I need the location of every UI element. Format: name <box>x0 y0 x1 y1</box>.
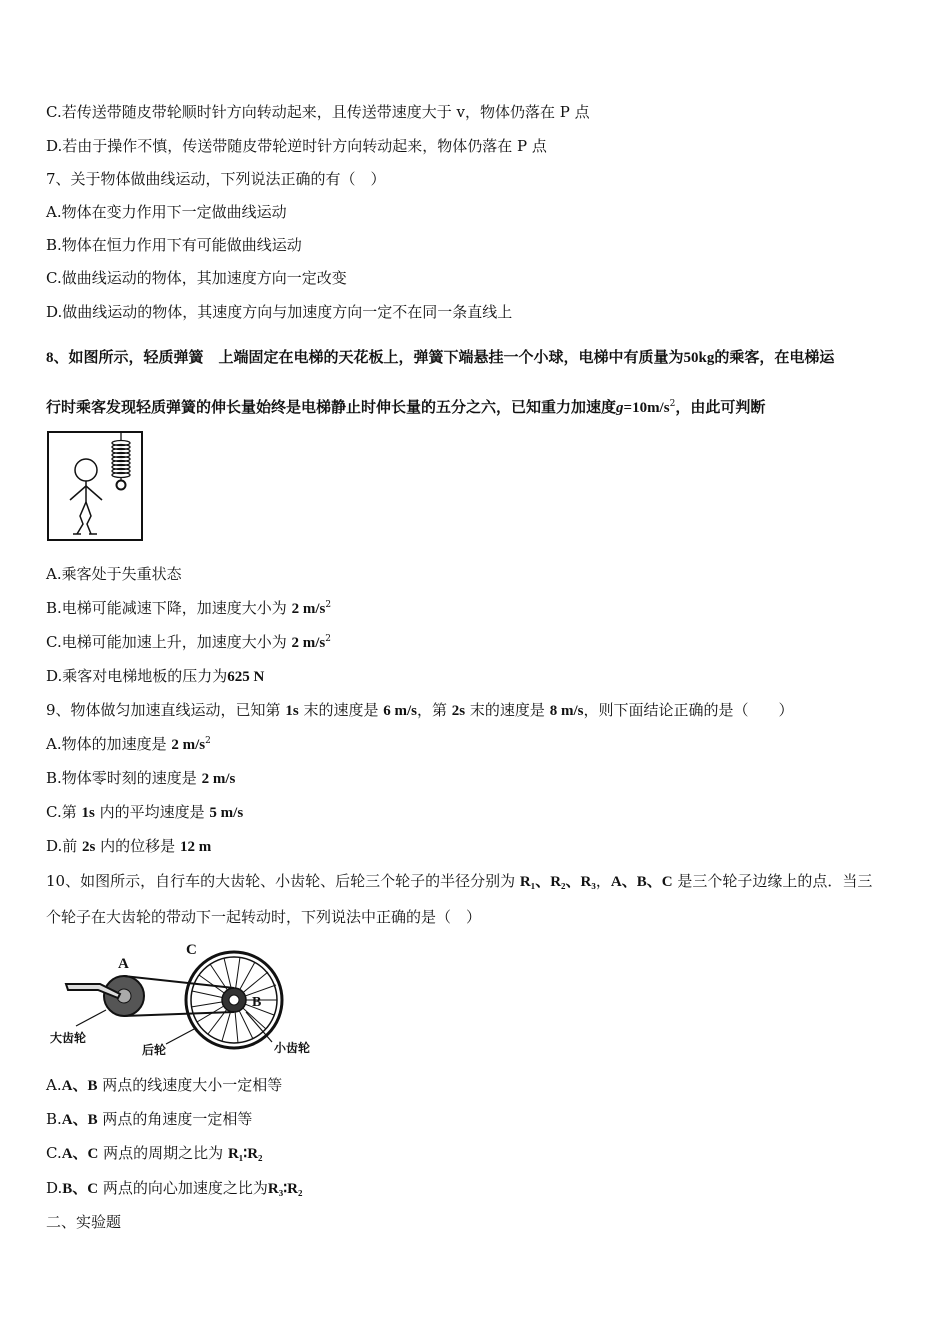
q10-option-a <box>46 1075 282 1096</box>
question-8-line-1 <box>46 347 834 368</box>
q8-mass: 50kg <box>683 350 715 366</box>
bicycle-gear-figure <box>46 938 336 1060</box>
option-c-prev: C.若传送带随皮带轮顺时针方向转动起来，且传送带速度大于 v，物体仍落在 P 点 <box>46 103 590 121</box>
q9-option-d <box>46 836 211 857</box>
q10b-prefix: B. <box>46 1110 62 1128</box>
q9-text: 末的速度是 <box>303 701 379 719</box>
q9-option-b <box>46 768 235 789</box>
q10a-points: A、B <box>61 1078 98 1094</box>
q10-points: A、B、C <box>610 874 673 890</box>
label-rear-wheel: 后轮 <box>142 1043 167 1057</box>
q7-option-b: B.物体在恒力作用下有可能做曲线运动 <box>46 236 302 254</box>
q10c-points: A、C <box>61 1146 99 1162</box>
q8-g-value: =10m/s <box>623 400 670 416</box>
q10c-text: 两点的周期之比为 <box>103 1144 224 1162</box>
q10-text: 是三个轮子边缘上的点．当三 <box>677 872 873 890</box>
q9-text: 末的速度是 <box>469 701 545 719</box>
q9-text: ，第 <box>417 701 448 719</box>
q9d-text: 内的位移是 <box>100 837 176 855</box>
q10a-text: 两点的线速度大小一定相等 <box>102 1076 283 1094</box>
q9b-text: B.物体零时刻的速度是 <box>46 769 197 787</box>
q8b-text: B.电梯可能减速下降，加速度大小为 <box>46 599 287 617</box>
q9-text: ，则下面结论正确的是（ ） <box>583 701 794 719</box>
q8-option-b <box>46 598 331 619</box>
q10a-prefix: A. <box>46 1076 62 1094</box>
q10d-ratio: R₃∶R₂ <box>267 1181 303 1197</box>
question-7: 7、关于物体做曲线运动，下列说法正确的有（ ） <box>46 170 386 188</box>
section-2-heading: 二、实验题 <box>46 1213 122 1231</box>
q8-option-a: A.乘客处于失重状态 <box>46 565 182 583</box>
q10-text: ， <box>595 872 611 890</box>
q10-option-b <box>46 1109 252 1130</box>
q9d-value: 12 m <box>179 839 212 855</box>
q10b-points: A、B <box>61 1112 98 1128</box>
label-big-gear: 大齿轮 <box>50 1031 87 1045</box>
q7-option-c: C.做曲线运动的物体，其加速度方向一定改变 <box>46 269 347 287</box>
q9a-value: 2 m/s <box>171 737 206 753</box>
q8-option-d <box>46 666 264 687</box>
q8c-sup: 2 <box>325 634 331 644</box>
q10d-prefix: D. <box>46 1179 63 1197</box>
question-8-line-2 <box>46 397 765 418</box>
q10-radii: R₁、R₂、R₃ <box>519 874 596 890</box>
q9a-sup: 2 <box>205 736 211 746</box>
q10-option-c <box>46 1143 263 1164</box>
q8b-sup: 2 <box>325 600 332 610</box>
label-small-gear: 小齿轮 <box>274 1041 311 1055</box>
q9-value: 2s <box>451 703 466 719</box>
q8b-value: 2 m/s <box>291 601 326 617</box>
label-b: B <box>252 995 262 1010</box>
q9a-text: A.物体的加速度是 <box>46 735 167 753</box>
q9c-text: 内的平均速度是 <box>99 803 205 821</box>
question-10-line-2: 个轮子在大齿轮的带动下一起转动时，下列说法中正确的是（ ） <box>46 908 482 926</box>
q9-value: 1s <box>285 703 299 719</box>
q7-option-a: A.物体在变力作用下一定做曲线运动 <box>46 203 287 221</box>
q9d-value: 2s <box>82 839 96 855</box>
q9c-text: C.第 <box>46 803 77 821</box>
q9-text: 9、物体做匀加速直线运动，已知第 <box>46 701 281 719</box>
q9-option-c <box>46 802 243 823</box>
q9b-value: 2 m/s <box>201 771 236 787</box>
q8d-value: 625 N <box>227 669 265 685</box>
q8-g: g <box>616 400 624 416</box>
question-9 <box>46 700 793 721</box>
small-gear-hub <box>229 995 239 1005</box>
q10-option-d <box>46 1178 302 1199</box>
q9c-value: 1s <box>81 805 95 821</box>
q8-option-c <box>46 632 331 653</box>
q8c-text: C.电梯可能加速上升，加速度大小为 <box>46 633 287 651</box>
elevator-spring-figure <box>46 430 144 542</box>
q9-value: 6 m/s <box>383 703 417 719</box>
passenger <box>70 459 102 534</box>
q7-option-d: D.做曲线运动的物体，其速度方向与加速度方向一定不在同一条直线上 <box>46 303 513 321</box>
q8-text: ，由此可判断 <box>675 400 766 416</box>
q9c-value: 5 m/s <box>209 805 244 821</box>
ball <box>117 481 126 490</box>
q10-text: 10、如图所示，自行车的大齿轮、小齿轮、后轮三个轮子的半径分别为 <box>46 872 516 890</box>
q9-value: 8 m/s <box>549 703 584 719</box>
question-10-line-1 <box>46 871 872 892</box>
label-c: C <box>186 942 197 958</box>
q8-sup: 2 <box>669 399 676 409</box>
q8c-value: 2 m/s <box>291 635 326 651</box>
q8-text: 的乘客，在电梯运 <box>714 350 835 366</box>
label-a: A <box>118 956 129 972</box>
q8-text: 行时乘客发现轻质弹簧的伸长量始终是电梯静止时伸长量的五分之六，已知重力加速度 <box>46 400 617 416</box>
q10d-text: 两点的向心加速度之比为 <box>102 1179 268 1197</box>
q10c-ratio: R₁∶R₂ <box>227 1146 263 1162</box>
q9d-text: D.前 <box>46 837 78 855</box>
q8d-text: D.乘客对电梯地板的压力为 <box>46 667 228 685</box>
q10c-prefix: C. <box>46 1144 62 1162</box>
q10d-points: B、C <box>62 1181 99 1197</box>
q10b-text: 两点的角速度一定相等 <box>102 1110 253 1128</box>
q9-option-a <box>46 734 211 755</box>
option-d-prev: D.若由于操作不慎，传送带随皮带轮逆时针方向转动起来，物体仍落在 P 点 <box>46 137 547 155</box>
q8-text: 8、如图所示，轻质弹簧 上端固定在电梯的天花板上，弹簧下端悬挂一个小球，电梯中有质量为 <box>46 350 684 366</box>
spring <box>112 432 130 481</box>
